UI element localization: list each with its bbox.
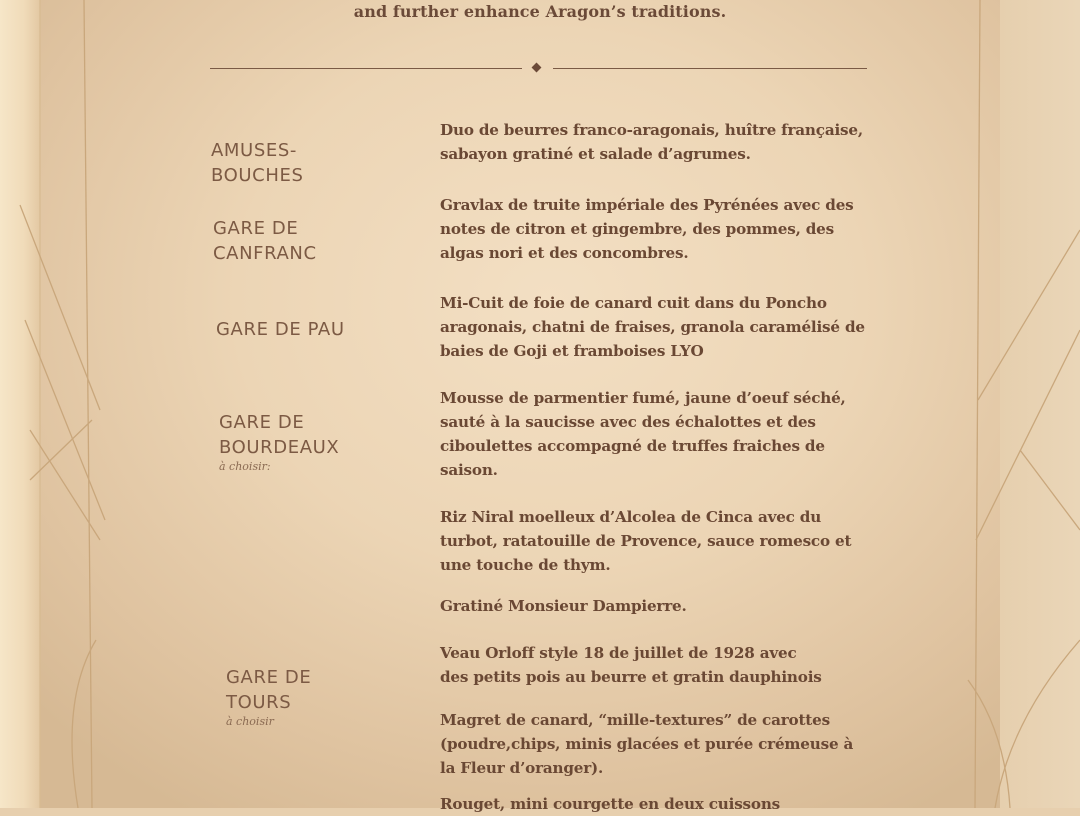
course-gare-de-canfranc	[213, 191, 317, 266]
dish-description: Mi-Cuit de foie de canard cuit dans du Poncho aragonais, chatni de fraises, granola caramélisé de baies de Goji et framboises LYO	[440, 294, 865, 360]
course-title: GARE DE CANFRANC	[213, 218, 317, 264]
course-amuses-bouches	[211, 113, 303, 188]
dish-description: Veau Orloff style 18 de juillet de 1928 avec des petits pois au beurre et gratin dauphinois	[440, 644, 822, 686]
course-gare-de-bourdeaux	[219, 385, 339, 498]
dish-description: Gratiné Monsieur Dampierre.	[440, 597, 687, 615]
course-title: AMUSES- BOUCHES	[211, 140, 304, 186]
course-title: GARE DE BOURDEAUX	[219, 412, 340, 458]
course-gare-de-pau	[216, 292, 345, 342]
divider-line-left	[210, 68, 522, 69]
course-title: GARE DE TOURS	[226, 667, 312, 713]
choose-note: à choisir:	[219, 460, 271, 473]
choose-note: à choisir	[226, 715, 274, 728]
dish-description: Duo de beurres franco-aragonais, huître française, sabayon gratiné et salade d’agrumes.	[440, 121, 863, 163]
course-title: GARE DE PAU	[216, 319, 345, 340]
course-gare-de-tours	[226, 640, 311, 753]
dish-description: Magret de canard, “mille-textures” de carottes (poudre,chips, minis glacées et purée crémeuse à la Fleur d’oranger).	[440, 711, 854, 777]
intro-text: and further enhance Aragon’s traditions.	[353, 2, 727, 21]
dish-description: Rouget, mini courgette en deux cuissons	[440, 795, 781, 813]
dish-description: Riz Niral moelleux d’Alcolea de Cinca avec du turbot, ratatouille de Provence, sauce romesco et une touche de thym.	[440, 508, 852, 574]
dish-description: Gravlax de truite impériale des Pyrénées avec des notes de citron et gingembre, des pommes, des algas nori et des concombres.	[440, 196, 854, 262]
dish-description: Mousse de parmentier fumé, jaune d’oeuf séché, sauté à la saucisse avec des échalottes et des ciboulettes accompagné de truffes fraiches de saison.	[440, 389, 846, 479]
divider-line-right	[553, 68, 867, 69]
